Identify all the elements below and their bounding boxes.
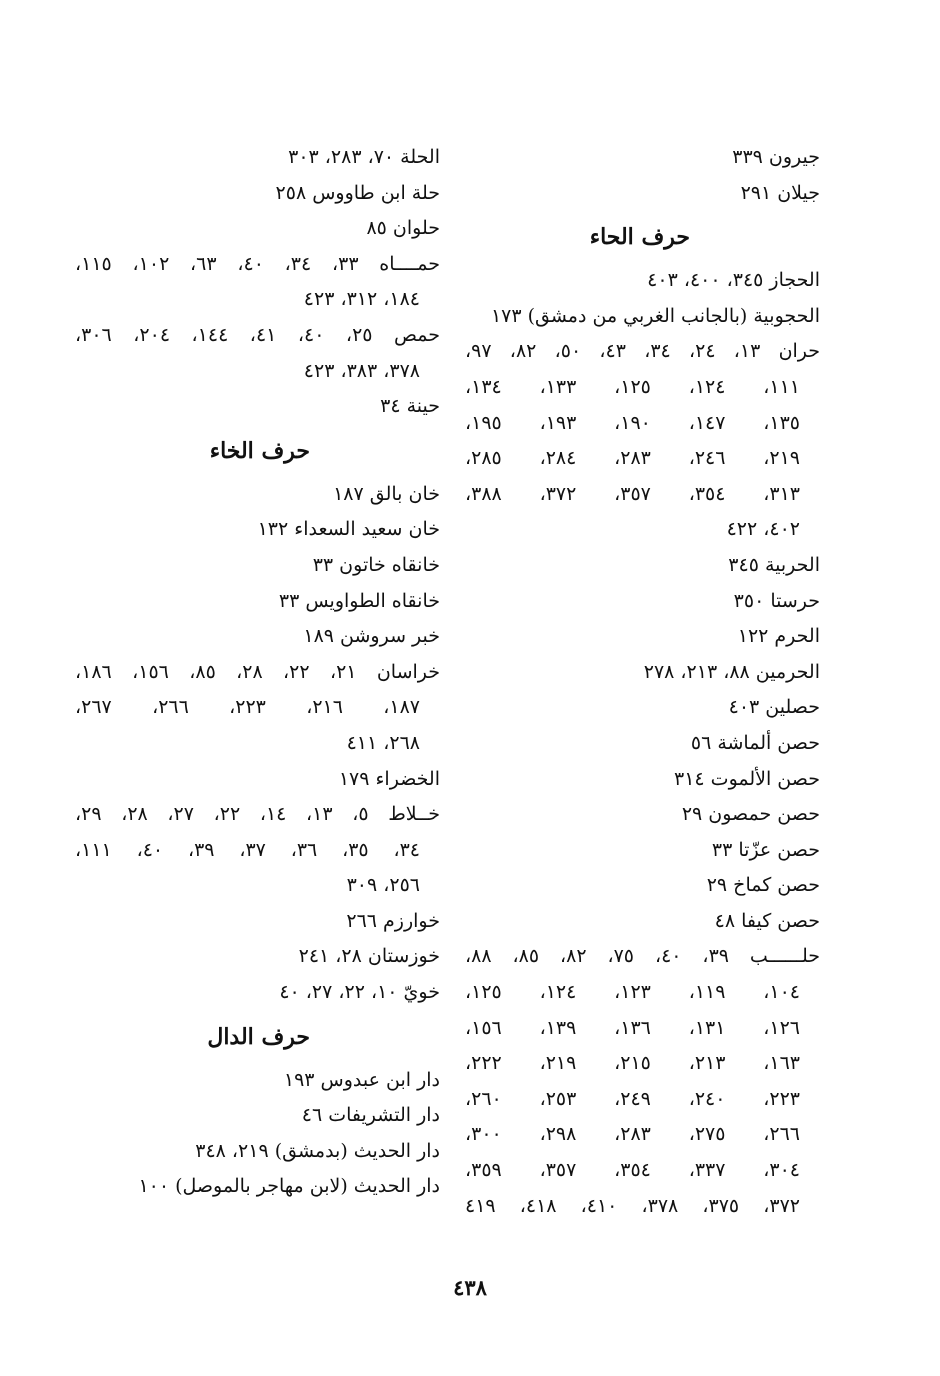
index-entry: الخضراء ١٧٩	[338, 767, 440, 790]
index-entry: حصن الألموت ٣١٤	[674, 767, 820, 790]
index-entry: حمص ٢٥، ٤٠، ٤١، ١٤٤، ٢٠٤، ٣٠٦،	[75, 323, 440, 346]
index-entry: دار الحديث (لابن مهاجر بالموصل) ١٠٠	[138, 1175, 440, 1198]
index-entry: خبر سروشن ١٨٩	[303, 625, 440, 648]
index-entry-continuation: ٢٦٨، ٤١١	[346, 731, 420, 754]
index-entry: حلوان ٨٥	[366, 217, 440, 240]
index-entry: جيلان ٢٩١	[740, 181, 820, 204]
index-entry-continuation: ٢٦٦، ٢٧٥، ٢٨٣، ٢٩٨، ٣٠٠،	[465, 1123, 801, 1146]
index-entry: حصن ألماشة ٥٦	[690, 731, 820, 754]
index-entry: حينة ٣٤	[380, 395, 440, 418]
index-entry-continuation: ٣٤، ٣٥، ٣٦، ٣٧، ٣٩، ٤٠، ١١١،	[75, 838, 421, 861]
index-entry: الحرم ١٢٢	[737, 625, 820, 648]
index-entry-continuation: ٣٠٤، ٣٣٧، ٣٥٤، ٣٥٧، ٣٥٩،	[465, 1159, 801, 1182]
index-entry: جيرون ٣٣٩	[732, 146, 820, 168]
index-entry-continuation: ٣٧٨، ٣٨٣، ٤٢٣	[303, 359, 420, 382]
index-entry: حمــــاه ٣٣، ٣٤، ٤٠، ٦٣، ١٠٢، ١١٥،	[75, 252, 440, 275]
index-column-left	[75, 140, 440, 1205]
index-entry: دار التشريفات ٤٦	[301, 1104, 440, 1127]
index-entry: الحجاز ٣٤٥، ٤٠٠، ٤٠٣	[647, 269, 820, 292]
index-entry: خوارزم ٢٦٦	[346, 909, 440, 932]
index-entry-continuation: ١٢٦، ١٣١، ١٣٦، ١٣٩، ١٥٦،	[465, 1016, 801, 1039]
index-entry: خراسان ٢١، ٢٢، ٢٨، ٨٥، ١٥٦، ١٨٦،	[75, 660, 440, 683]
index-entry: خــلاط ٥، ١٣، ١٤، ٢٢، ٢٧، ٢٨، ٢٩،	[75, 803, 440, 826]
index-entry: خانقاه الطواويس ٣٣	[278, 589, 440, 612]
index-entry-continuation: ٢١٩، ٢٤٦، ٢٨٣، ٢٨٤، ٢٨٥،	[465, 447, 801, 470]
index-entry: الحربية ٣٤٥	[728, 553, 820, 576]
index-entry: حلــــــب ٣٩، ٤٠، ٧٥، ٨٢، ٨٥، ٨٨،	[465, 945, 820, 968]
index-entry-continuation: ٢٥٦، ٣٠٩	[346, 874, 420, 897]
section-heading: حرف الخاء	[209, 437, 310, 464]
section-heading: حرف الدال	[207, 1023, 310, 1050]
index-entry-continuation: ٢٢٣، ٢٤٠، ٢٤٩، ٢٥٣، ٢٦٠،	[465, 1087, 801, 1110]
index-entry-continuation: ١٨٧، ٢١٦، ٢٢٣، ٢٦٦، ٢٦٧،	[75, 696, 421, 719]
index-entry: حلة ابن طاووس ٢٥٨	[275, 181, 440, 204]
index-entry: حران ١٣، ٢٤، ٣٤، ٤٣، ٥٠، ٨٢، ٩٧،	[465, 340, 820, 363]
index-entry-continuation: ٣١٣، ٣٥٤، ٣٥٧، ٣٧٢، ٣٨٨،	[465, 482, 801, 505]
index-entry: خوزستان ٢٨، ٢٤١	[298, 945, 440, 968]
index-entry: الحجوبية (بالجانب الغربي من دمشق) ١٧٣	[490, 304, 820, 327]
index-entry-continuation: ١١١، ١٢٤، ١٢٥، ١٣٣، ١٣٤،	[465, 375, 801, 398]
index-entry: خان بالق ١٨٧	[333, 482, 440, 505]
index-entry: خانقاه خاتون ٣٣	[312, 553, 440, 576]
index-column-right	[465, 140, 820, 1224]
index-entry: حصن كماخ ٢٩	[706, 874, 820, 897]
index-entry: حصلين ٤٠٣	[728, 696, 820, 719]
index-entry: الحرمين ٨٨، ٢١٣، ٢٧٨	[643, 660, 820, 683]
index-entry: خويّ ١٠، ٢٢، ٢٧، ٤٠	[279, 981, 440, 1004]
index-entry: دار الحديث (بدمشق) ٢١٩، ٣٤٨	[195, 1139, 440, 1162]
index-entry: حرستا ٣٥٠	[733, 589, 820, 612]
section-heading: حرف الحاء	[589, 224, 690, 251]
index-entry-continuation: ١٦٣، ٢١٣، ٢١٥، ٢١٩، ٢٢٢،	[465, 1052, 801, 1075]
index-entry: حصن حمصون ٢٩	[681, 803, 820, 826]
index-entry: حصن كيفا ٤٨	[714, 909, 820, 932]
index-entry-continuation: ١٨٤، ٣١٢، ٤٢٣	[303, 288, 420, 311]
index-entry-continuation: ١٠٤، ١١٩، ١٢٣، ١٢٤، ١٢٥،	[465, 981, 801, 1004]
index-entry-continuation: ٤٠٢، ٤٢٢	[726, 518, 800, 541]
index-entry: الحلة ٧٠، ٢٨٣، ٣٠٣	[288, 146, 440, 168]
page-number: ٤٣٨	[453, 1275, 487, 1300]
index-entry-continuation: ١٣٥، ١٤٧، ١٩٠، ١٩٣، ١٩٥،	[465, 411, 801, 434]
index-entry-continuation: ٣٧٢، ٣٧٥، ٣٧٨، ٤١٠، ٤١٨، ٤١٩	[465, 1194, 800, 1217]
index-entry: خان سعيد السعداء ١٣٢	[257, 518, 440, 541]
index-entry: حصن عزّتا ٣٣	[711, 838, 820, 861]
index-entry: دار ابن عبدوس ١٩٣	[283, 1068, 440, 1091]
